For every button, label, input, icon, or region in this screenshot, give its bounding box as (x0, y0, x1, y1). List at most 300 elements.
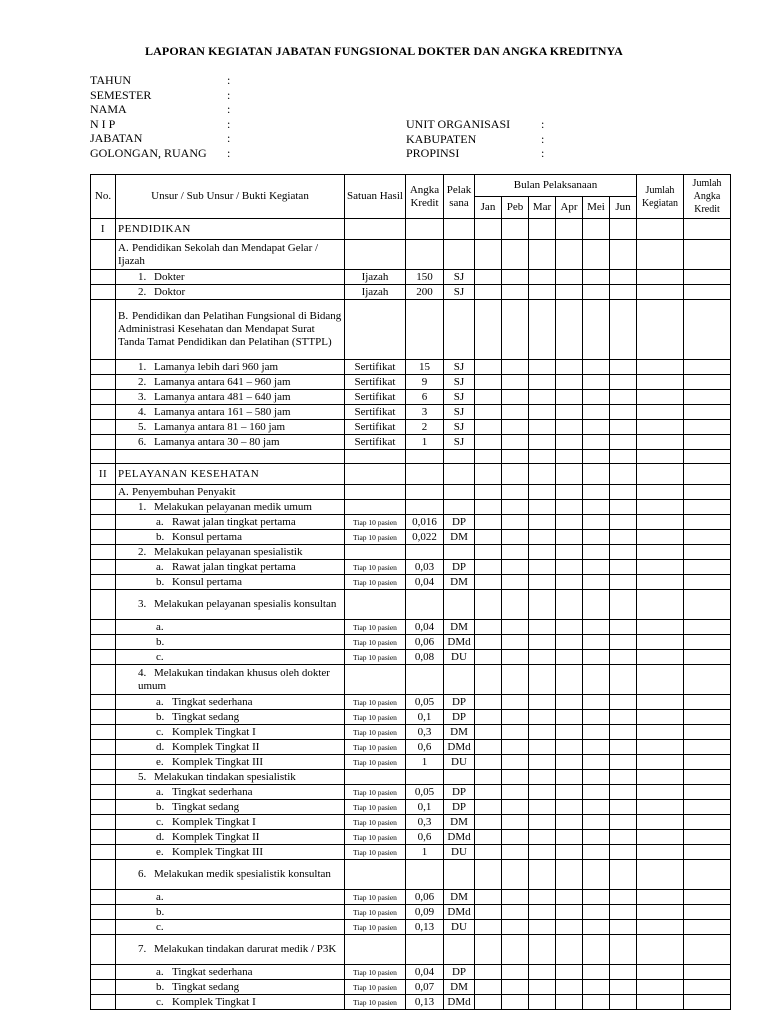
month-cell[interactable] (502, 530, 529, 545)
month-cell[interactable] (475, 650, 502, 665)
month-cell[interactable] (529, 845, 556, 860)
month-cell[interactable] (475, 860, 502, 890)
month-cell[interactable] (502, 980, 529, 995)
jumlah-kegiatan-cell[interactable] (637, 405, 684, 420)
month-cell[interactable] (502, 435, 529, 450)
month-cell[interactable] (610, 219, 637, 240)
month-cell[interactable] (556, 420, 583, 435)
month-cell[interactable] (610, 740, 637, 755)
month-cell[interactable] (583, 219, 610, 240)
month-cell[interactable] (556, 920, 583, 935)
month-cell[interactable] (610, 800, 637, 815)
jumlah-angka-cell[interactable] (684, 560, 731, 575)
month-cell[interactable] (610, 785, 637, 800)
month-cell[interactable] (475, 995, 502, 1010)
month-cell[interactable] (529, 420, 556, 435)
month-cell[interactable] (556, 860, 583, 890)
month-cell[interactable] (583, 755, 610, 770)
jumlah-angka-cell[interactable] (684, 450, 731, 464)
month-cell[interactable] (475, 905, 502, 920)
jumlah-kegiatan-cell[interactable] (637, 890, 684, 905)
month-cell[interactable] (556, 845, 583, 860)
jumlah-angka-cell[interactable] (684, 665, 731, 695)
jumlah-kegiatan-cell[interactable] (637, 785, 684, 800)
month-cell[interactable] (475, 665, 502, 695)
month-cell[interactable] (610, 905, 637, 920)
month-cell[interactable] (502, 450, 529, 464)
month-cell[interactable] (583, 270, 610, 285)
jumlah-kegiatan-cell[interactable] (637, 725, 684, 740)
month-cell[interactable] (610, 530, 637, 545)
month-cell[interactable] (583, 545, 610, 560)
month-cell[interactable] (475, 740, 502, 755)
month-cell[interactable] (529, 860, 556, 890)
month-cell[interactable] (583, 995, 610, 1010)
month-cell[interactable] (502, 800, 529, 815)
month-cell[interactable] (475, 800, 502, 815)
month-cell[interactable] (556, 800, 583, 815)
month-cell[interactable] (610, 935, 637, 965)
month-cell[interactable] (556, 635, 583, 650)
month-cell[interactable] (475, 485, 502, 500)
month-cell[interactable] (475, 560, 502, 575)
jumlah-kegiatan-cell[interactable] (637, 920, 684, 935)
month-cell[interactable] (583, 905, 610, 920)
jumlah-kegiatan-cell[interactable] (637, 575, 684, 590)
jumlah-kegiatan-cell[interactable] (637, 905, 684, 920)
jumlah-kegiatan-cell[interactable] (637, 530, 684, 545)
month-cell[interactable] (502, 905, 529, 920)
month-cell[interactable] (556, 390, 583, 405)
month-cell[interactable] (556, 905, 583, 920)
month-cell[interactable] (502, 405, 529, 420)
month-cell[interactable] (529, 500, 556, 515)
month-cell[interactable] (556, 530, 583, 545)
month-cell[interactable] (610, 500, 637, 515)
month-cell[interactable] (529, 890, 556, 905)
month-cell[interactable] (475, 500, 502, 515)
month-cell[interactable] (502, 219, 529, 240)
jumlah-angka-cell[interactable] (684, 920, 731, 935)
month-cell[interactable] (583, 420, 610, 435)
month-cell[interactable] (583, 980, 610, 995)
month-cell[interactable] (475, 450, 502, 464)
month-cell[interactable] (502, 770, 529, 785)
month-cell[interactable] (610, 770, 637, 785)
month-cell[interactable] (556, 575, 583, 590)
jumlah-kegiatan-cell[interactable] (637, 935, 684, 965)
jumlah-angka-cell[interactable] (684, 890, 731, 905)
jumlah-kegiatan-cell[interactable] (637, 845, 684, 860)
month-cell[interactable] (556, 360, 583, 375)
month-cell[interactable] (529, 980, 556, 995)
month-cell[interactable] (475, 980, 502, 995)
jumlah-kegiatan-cell[interactable] (637, 270, 684, 285)
month-cell[interactable] (610, 695, 637, 710)
month-cell[interactable] (475, 590, 502, 620)
jumlah-angka-cell[interactable] (684, 405, 731, 420)
month-cell[interactable] (529, 515, 556, 530)
jumlah-kegiatan-cell[interactable] (637, 980, 684, 995)
month-cell[interactable] (556, 500, 583, 515)
jumlah-angka-cell[interactable] (684, 650, 731, 665)
month-cell[interactable] (583, 830, 610, 845)
month-cell[interactable] (556, 650, 583, 665)
month-cell[interactable] (556, 590, 583, 620)
month-cell[interactable] (610, 390, 637, 405)
jumlah-kegiatan-cell[interactable] (637, 710, 684, 725)
month-cell[interactable] (556, 285, 583, 300)
jumlah-kegiatan-cell[interactable] (637, 219, 684, 240)
month-cell[interactable] (556, 450, 583, 464)
month-cell[interactable] (529, 375, 556, 390)
jumlah-angka-cell[interactable] (684, 845, 731, 860)
month-cell[interactable] (475, 360, 502, 375)
month-cell[interactable] (610, 650, 637, 665)
month-cell[interactable] (583, 935, 610, 965)
month-cell[interactable] (610, 285, 637, 300)
month-cell[interactable] (529, 485, 556, 500)
month-cell[interactable] (529, 740, 556, 755)
month-cell[interactable] (502, 590, 529, 620)
month-cell[interactable] (529, 770, 556, 785)
month-cell[interactable] (529, 360, 556, 375)
jumlah-angka-cell[interactable] (684, 500, 731, 515)
month-cell[interactable] (556, 270, 583, 285)
month-cell[interactable] (556, 620, 583, 635)
jumlah-kegiatan-cell[interactable] (637, 300, 684, 360)
jumlah-angka-cell[interactable] (684, 590, 731, 620)
month-cell[interactable] (529, 995, 556, 1010)
jumlah-kegiatan-cell[interactable] (637, 515, 684, 530)
month-cell[interactable] (610, 965, 637, 980)
month-cell[interactable] (475, 830, 502, 845)
month-cell[interactable] (610, 620, 637, 635)
month-cell[interactable] (556, 815, 583, 830)
month-cell[interactable] (583, 285, 610, 300)
jumlah-kegiatan-cell[interactable] (637, 620, 684, 635)
jumlah-angka-cell[interactable] (684, 725, 731, 740)
month-cell[interactable] (556, 995, 583, 1010)
month-cell[interactable] (583, 650, 610, 665)
month-cell[interactable] (610, 375, 637, 390)
month-cell[interactable] (529, 285, 556, 300)
jumlah-angka-cell[interactable] (684, 815, 731, 830)
month-cell[interactable] (529, 785, 556, 800)
month-cell[interactable] (502, 920, 529, 935)
month-cell[interactable] (583, 450, 610, 464)
month-cell[interactable] (610, 635, 637, 650)
month-cell[interactable] (610, 710, 637, 725)
month-cell[interactable] (583, 240, 610, 270)
month-cell[interactable] (556, 300, 583, 360)
jumlah-kegiatan-cell[interactable] (637, 560, 684, 575)
month-cell[interactable] (475, 405, 502, 420)
month-cell[interactable] (502, 560, 529, 575)
jumlah-angka-cell[interactable] (684, 620, 731, 635)
jumlah-angka-cell[interactable] (684, 785, 731, 800)
month-cell[interactable] (475, 300, 502, 360)
jumlah-kegiatan-cell[interactable] (637, 500, 684, 515)
month-cell[interactable] (529, 905, 556, 920)
month-cell[interactable] (583, 375, 610, 390)
month-cell[interactable] (610, 890, 637, 905)
month-cell[interactable] (475, 420, 502, 435)
month-cell[interactable] (583, 695, 610, 710)
jumlah-angka-cell[interactable] (684, 285, 731, 300)
month-cell[interactable] (475, 770, 502, 785)
month-cell[interactable] (475, 695, 502, 710)
jumlah-kegiatan-cell[interactable] (637, 830, 684, 845)
month-cell[interactable] (583, 965, 610, 980)
month-cell[interactable] (583, 770, 610, 785)
month-cell[interactable] (610, 980, 637, 995)
jumlah-angka-cell[interactable] (684, 360, 731, 375)
month-cell[interactable] (556, 515, 583, 530)
month-cell[interactable] (502, 860, 529, 890)
month-cell[interactable] (610, 860, 637, 890)
jumlah-angka-cell[interactable] (684, 740, 731, 755)
month-cell[interactable] (529, 300, 556, 360)
month-cell[interactable] (610, 420, 637, 435)
month-cell[interactable] (583, 785, 610, 800)
month-cell[interactable] (502, 890, 529, 905)
jumlah-kegiatan-cell[interactable] (637, 995, 684, 1010)
jumlah-angka-cell[interactable] (684, 710, 731, 725)
month-cell[interactable] (583, 590, 610, 620)
month-cell[interactable] (502, 360, 529, 375)
month-cell[interactable] (502, 830, 529, 845)
month-cell[interactable] (610, 755, 637, 770)
month-cell[interactable] (502, 665, 529, 695)
jumlah-angka-cell[interactable] (684, 300, 731, 360)
month-cell[interactable] (556, 935, 583, 965)
month-cell[interactable] (529, 620, 556, 635)
month-cell[interactable] (475, 935, 502, 965)
month-cell[interactable] (556, 965, 583, 980)
jumlah-angka-cell[interactable] (684, 420, 731, 435)
jumlah-kegiatan-cell[interactable] (637, 285, 684, 300)
month-cell[interactable] (610, 995, 637, 1010)
jumlah-kegiatan-cell[interactable] (637, 240, 684, 270)
month-cell[interactable] (583, 800, 610, 815)
month-cell[interactable] (502, 575, 529, 590)
month-cell[interactable] (556, 980, 583, 995)
month-cell[interactable] (556, 665, 583, 695)
month-cell[interactable] (502, 845, 529, 860)
month-cell[interactable] (556, 725, 583, 740)
month-cell[interactable] (583, 665, 610, 695)
jumlah-kegiatan-cell[interactable] (637, 695, 684, 710)
month-cell[interactable] (502, 270, 529, 285)
jumlah-angka-cell[interactable] (684, 695, 731, 710)
month-cell[interactable] (610, 450, 637, 464)
month-cell[interactable] (610, 815, 637, 830)
month-cell[interactable] (502, 464, 529, 485)
month-cell[interactable] (556, 545, 583, 560)
month-cell[interactable] (529, 435, 556, 450)
month-cell[interactable] (502, 755, 529, 770)
month-cell[interactable] (556, 485, 583, 500)
month-cell[interactable] (475, 755, 502, 770)
month-cell[interactable] (502, 710, 529, 725)
month-cell[interactable] (556, 375, 583, 390)
month-cell[interactable] (529, 935, 556, 965)
month-cell[interactable] (529, 590, 556, 620)
month-cell[interactable] (475, 845, 502, 860)
jumlah-angka-cell[interactable] (684, 905, 731, 920)
jumlah-kegiatan-cell[interactable] (637, 665, 684, 695)
month-cell[interactable] (529, 270, 556, 285)
jumlah-angka-cell[interactable] (684, 515, 731, 530)
month-cell[interactable] (610, 485, 637, 500)
month-cell[interactable] (529, 650, 556, 665)
month-cell[interactable] (529, 560, 556, 575)
month-cell[interactable] (583, 710, 610, 725)
month-cell[interactable] (583, 725, 610, 740)
month-cell[interactable] (610, 515, 637, 530)
month-cell[interactable] (475, 920, 502, 935)
jumlah-angka-cell[interactable] (684, 485, 731, 500)
month-cell[interactable] (556, 695, 583, 710)
jumlah-angka-cell[interactable] (684, 995, 731, 1010)
month-cell[interactable] (502, 285, 529, 300)
month-cell[interactable] (583, 500, 610, 515)
month-cell[interactable] (502, 545, 529, 560)
month-cell[interactable] (583, 845, 610, 860)
month-cell[interactable] (475, 270, 502, 285)
month-cell[interactable] (475, 635, 502, 650)
month-cell[interactable] (556, 770, 583, 785)
month-cell[interactable] (556, 890, 583, 905)
month-cell[interactable] (556, 219, 583, 240)
month-cell[interactable] (529, 530, 556, 545)
month-cell[interactable] (529, 830, 556, 845)
month-cell[interactable] (475, 725, 502, 740)
month-cell[interactable] (502, 725, 529, 740)
jumlah-kegiatan-cell[interactable] (637, 545, 684, 560)
jumlah-kegiatan-cell[interactable] (637, 740, 684, 755)
month-cell[interactable] (475, 390, 502, 405)
month-cell[interactable] (502, 740, 529, 755)
month-cell[interactable] (583, 515, 610, 530)
month-cell[interactable] (502, 620, 529, 635)
month-cell[interactable] (583, 360, 610, 375)
month-cell[interactable] (529, 965, 556, 980)
jumlah-kegiatan-cell[interactable] (637, 590, 684, 620)
month-cell[interactable] (529, 635, 556, 650)
month-cell[interactable] (529, 815, 556, 830)
jumlah-angka-cell[interactable] (684, 800, 731, 815)
jumlah-kegiatan-cell[interactable] (637, 464, 684, 485)
month-cell[interactable] (583, 815, 610, 830)
month-cell[interactable] (475, 710, 502, 725)
month-cell[interactable] (583, 464, 610, 485)
month-cell[interactable] (583, 530, 610, 545)
month-cell[interactable] (529, 219, 556, 240)
month-cell[interactable] (502, 300, 529, 360)
month-cell[interactable] (475, 545, 502, 560)
jumlah-kegiatan-cell[interactable] (637, 800, 684, 815)
month-cell[interactable] (583, 435, 610, 450)
month-cell[interactable] (583, 390, 610, 405)
jumlah-kegiatan-cell[interactable] (637, 485, 684, 500)
month-cell[interactable] (610, 725, 637, 740)
month-cell[interactable] (556, 435, 583, 450)
month-cell[interactable] (475, 575, 502, 590)
month-cell[interactable] (475, 240, 502, 270)
month-cell[interactable] (529, 695, 556, 710)
month-cell[interactable] (502, 485, 529, 500)
month-cell[interactable] (529, 665, 556, 695)
jumlah-kegiatan-cell[interactable] (637, 390, 684, 405)
month-cell[interactable] (529, 545, 556, 560)
month-cell[interactable] (502, 650, 529, 665)
month-cell[interactable] (556, 755, 583, 770)
month-cell[interactable] (529, 575, 556, 590)
jumlah-angka-cell[interactable] (684, 575, 731, 590)
month-cell[interactable] (529, 240, 556, 270)
month-cell[interactable] (529, 710, 556, 725)
month-cell[interactable] (502, 635, 529, 650)
jumlah-angka-cell[interactable] (684, 770, 731, 785)
month-cell[interactable] (610, 590, 637, 620)
month-cell[interactable] (502, 515, 529, 530)
month-cell[interactable] (475, 464, 502, 485)
month-cell[interactable] (475, 620, 502, 635)
month-cell[interactable] (475, 435, 502, 450)
month-cell[interactable] (610, 830, 637, 845)
month-cell[interactable] (556, 785, 583, 800)
month-cell[interactable] (583, 575, 610, 590)
month-cell[interactable] (556, 560, 583, 575)
jumlah-angka-cell[interactable] (684, 390, 731, 405)
jumlah-kegiatan-cell[interactable] (637, 375, 684, 390)
month-cell[interactable] (502, 420, 529, 435)
month-cell[interactable] (556, 710, 583, 725)
month-cell[interactable] (475, 515, 502, 530)
month-cell[interactable] (583, 560, 610, 575)
month-cell[interactable] (502, 815, 529, 830)
month-cell[interactable] (529, 464, 556, 485)
jumlah-kegiatan-cell[interactable] (637, 420, 684, 435)
jumlah-kegiatan-cell[interactable] (637, 815, 684, 830)
jumlah-angka-cell[interactable] (684, 545, 731, 560)
month-cell[interactable] (556, 405, 583, 420)
month-cell[interactable] (529, 450, 556, 464)
month-cell[interactable] (529, 755, 556, 770)
month-cell[interactable] (475, 375, 502, 390)
jumlah-angka-cell[interactable] (684, 435, 731, 450)
month-cell[interactable] (556, 830, 583, 845)
jumlah-angka-cell[interactable] (684, 240, 731, 270)
month-cell[interactable] (502, 965, 529, 980)
jumlah-angka-cell[interactable] (684, 219, 731, 240)
month-cell[interactable] (529, 920, 556, 935)
month-cell[interactable] (583, 920, 610, 935)
month-cell[interactable] (610, 270, 637, 285)
jumlah-angka-cell[interactable] (684, 464, 731, 485)
month-cell[interactable] (475, 785, 502, 800)
month-cell[interactable] (529, 725, 556, 740)
month-cell[interactable] (610, 665, 637, 695)
month-cell[interactable] (475, 219, 502, 240)
month-cell[interactable] (583, 635, 610, 650)
jumlah-angka-cell[interactable] (684, 530, 731, 545)
month-cell[interactable] (475, 285, 502, 300)
month-cell[interactable] (610, 360, 637, 375)
month-cell[interactable] (475, 890, 502, 905)
